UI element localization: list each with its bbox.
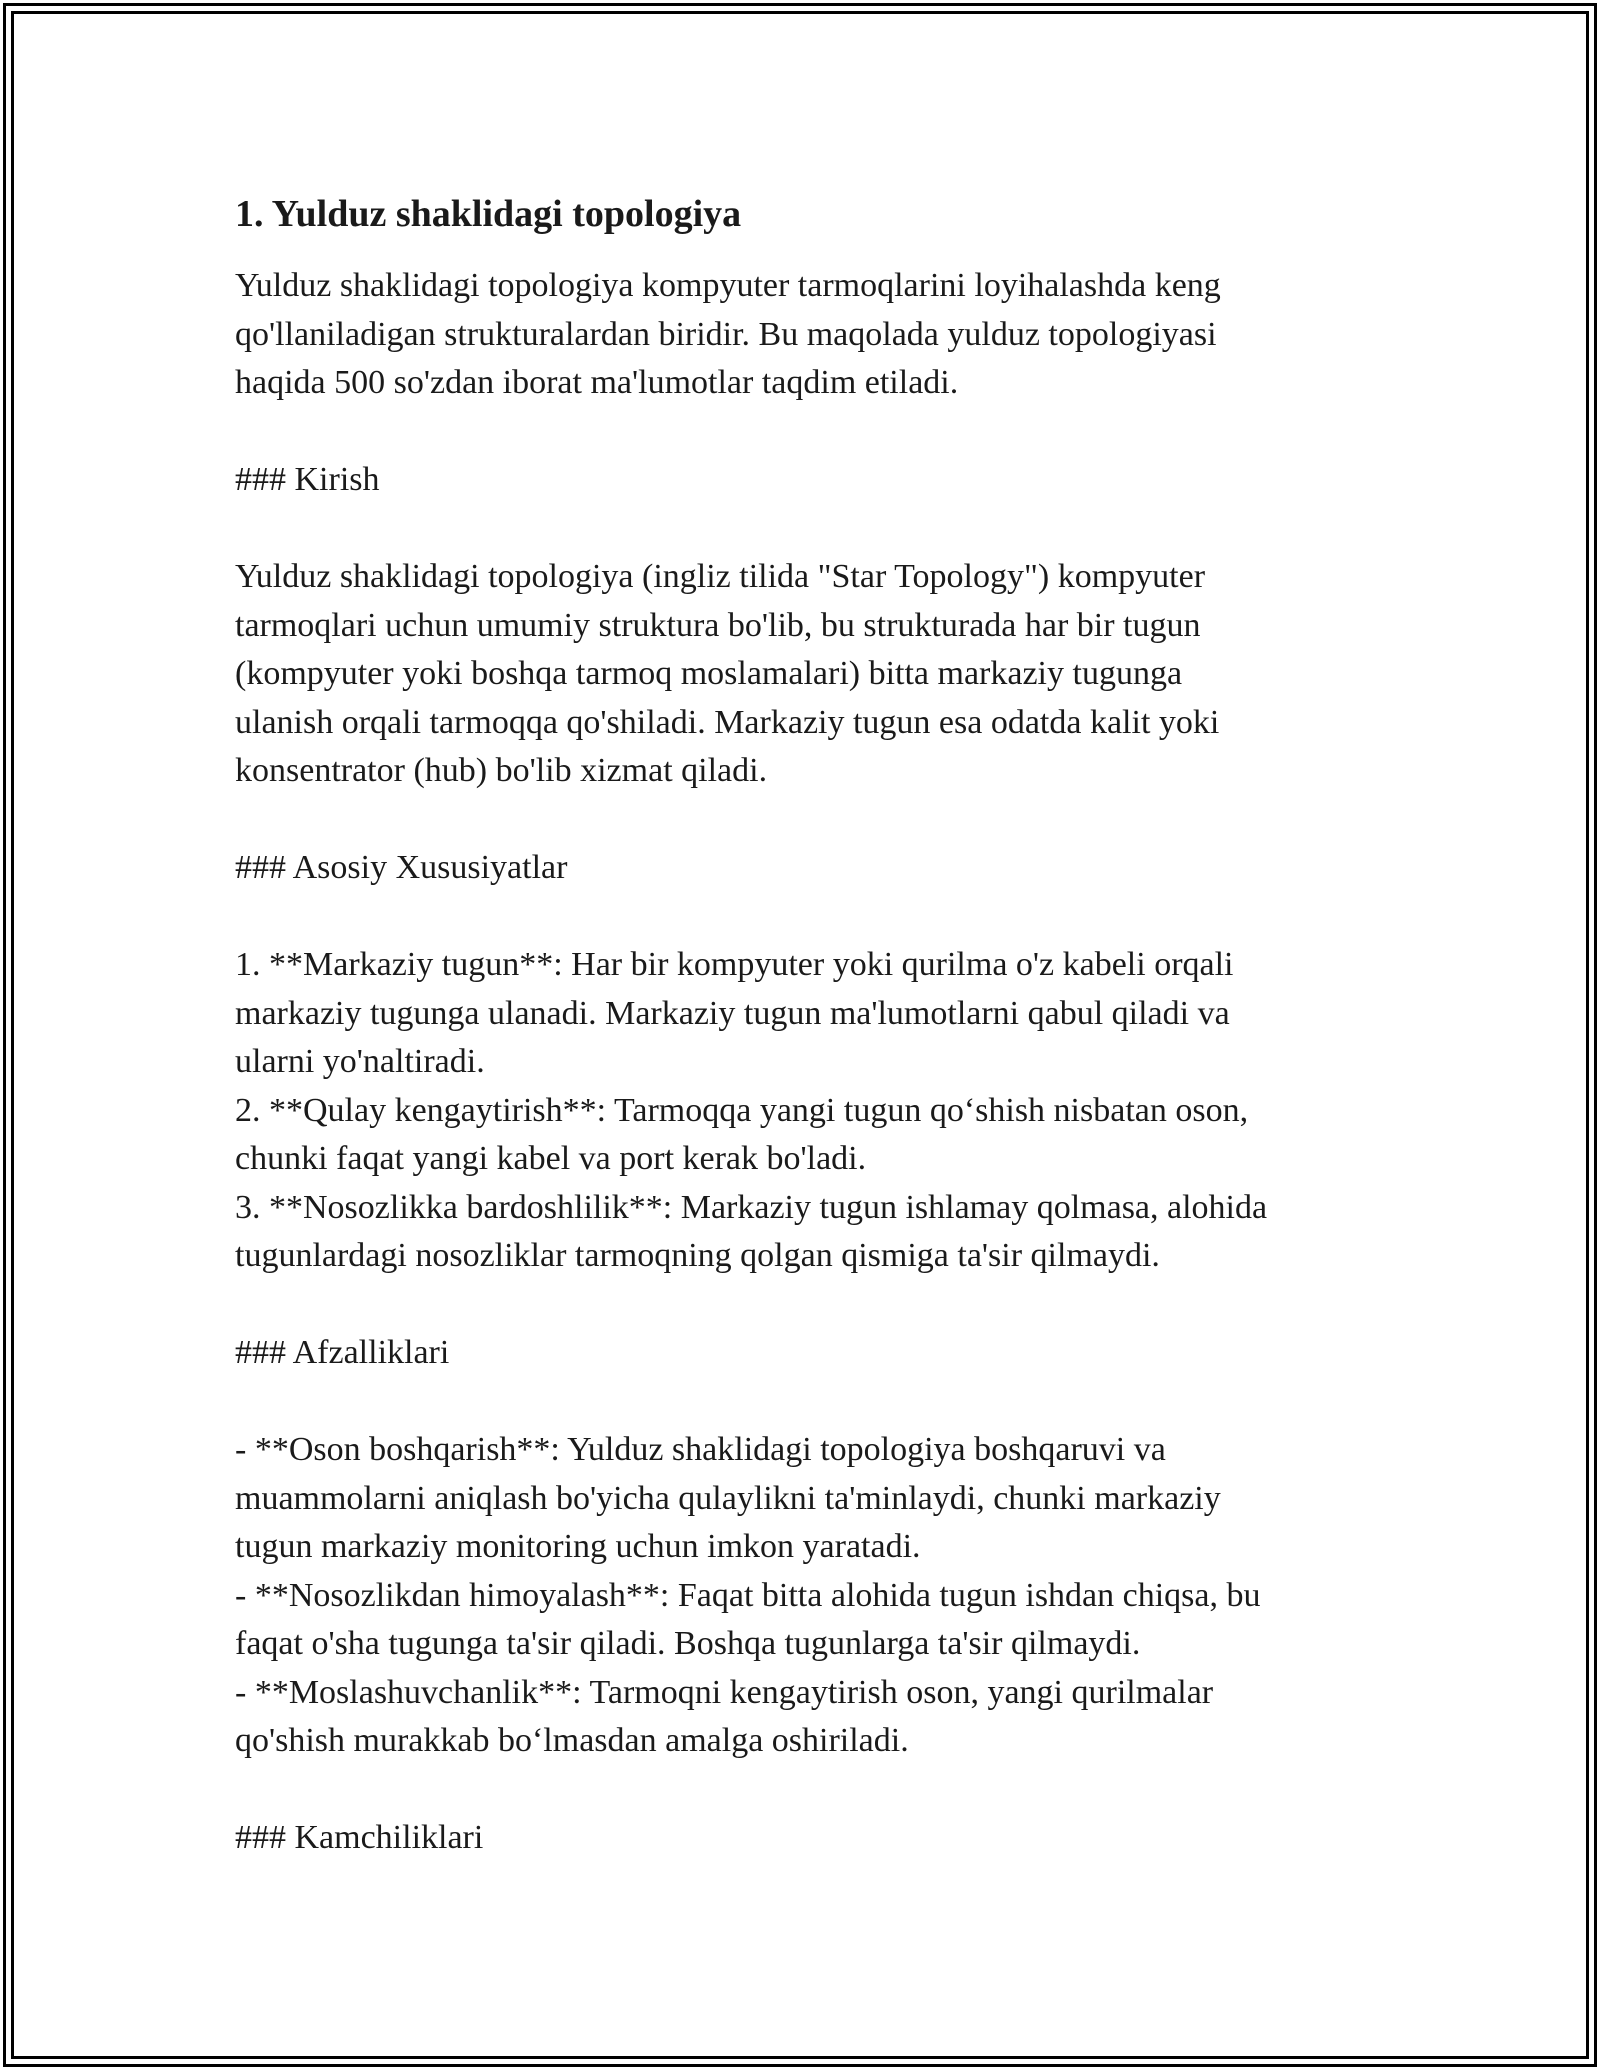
list-item: 2. **Qulay kengaytirish**: Tarmoqqa yangi tugun qo‘shish nisbatan oson, chunki faqat yangi kabel va port kerak bo'ladi. [235,1091,1249,1177]
document-title: 1. Yulduz shaklidagi topologiya [235,193,742,235]
list-item: - **Nosozlikdan himoyalash**: Faqat bitta alohida tugun ishdan chiqsa, bu faqat o'sha tugunga ta'sir qiladi. Boshqa tugunlarga ta'sir qilmaydi. [235,1576,1261,1662]
afzalliklari-list [235,1426,1385,1766]
heading-kirish: ### Kirish [235,461,380,498]
kirish-paragraph: Yulduz shaklidagi topologiya (ingliz tilida "Star Topology") kompyuter tarmoqlari uchun umumiy struktura bo'lib, bu strukturada har bir tugun (kompyuter yoki boshqa tarmoq moslamalari) bitta markaziy tugunga ulanish orqali tarmoqqa qo'shiladi. Markaziy tugun esa odatda kalit yoki konsentrator (hub) bo'lib xizmat qiladi. [235,558,1220,789]
heading-asosiy-xususiyatlar: ### Asosiy Xususiyatlar [235,849,568,886]
asosiy-xususiyatlar-list [235,941,1385,1281]
list-item: 1. **Markaziy tugun**: Har bir kompyuter yoki qurilma o'z kabeli orqali markaziy tugunga ulanadi. Markaziy tugun ma'lumotlarni qabul qiladi va ularni yo'naltiradi. [235,946,1234,1080]
heading-afzalliklari: ### Afzalliklari [235,1334,450,1371]
list-item: - **Oson boshqarish**: Yulduz shaklidagi topologiya boshqaruvi va muammolarni aniqlash bo'yicha qulaylikni ta'minlaydi, chunki markaziy tugun markaziy monitoring uchun imkon yaratadi. [235,1431,1221,1565]
list-item: 3. **Nosozlikka bardoshlilik**: Markaziy tugun ishlamay qolmasa, alohida tugunlardagi nosozliklar tarmoqning qolgan qismiga ta'sir qilmaydi. [235,1188,1268,1274]
list-item: - **Moslashuvchanlik**: Tarmoqni kengaytirish oson, yangi qurilmalar qo'shish murakkab bo‘lmasdan amalga oshiriladi. [235,1673,1214,1759]
intro-paragraph: Yulduz shaklidagi topologiya kompyuter tarmoqlarini loyihalashda keng qo'llaniladigan strukturalardan biridir. Bu maqolada yulduz topologiyasi haqida 500 so'zdan iborat ma'lumotlar taqdim etiladi. [235,267,1221,401]
heading-kamchiliklari: ### Kamchiliklari [235,1819,484,1856]
document-page [235,190,1385,1911]
